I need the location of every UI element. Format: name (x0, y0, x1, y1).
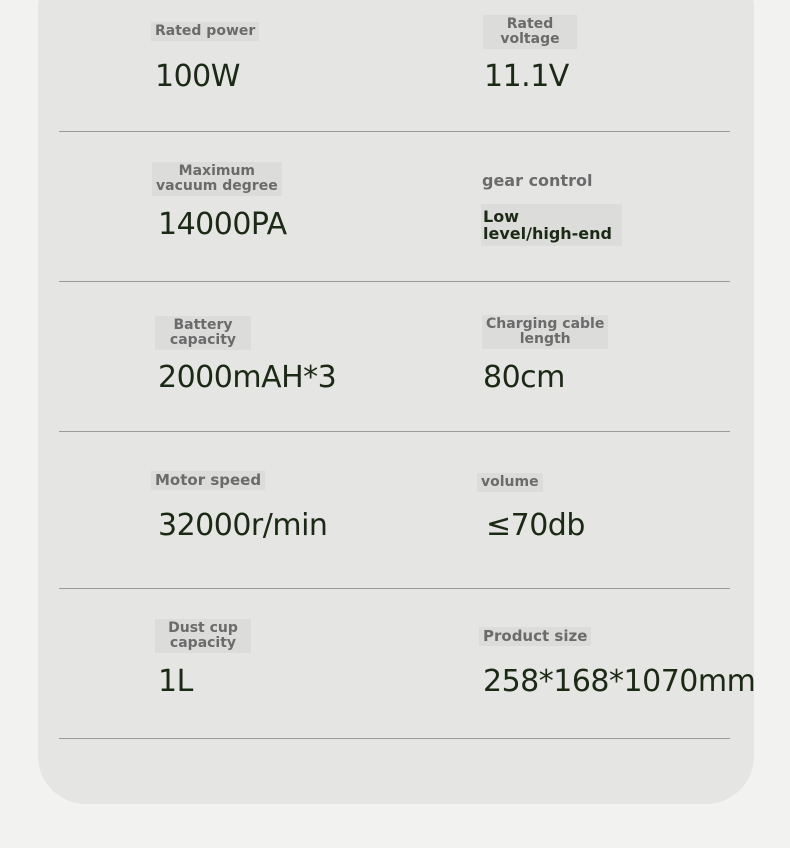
spec-value-max-vacuum: 14000PA (158, 207, 287, 242)
spec-label-rated-voltage: Rated voltage (483, 15, 577, 49)
spec-label-motor-speed: Motor speed (151, 471, 265, 490)
spec-value-battery-capacity: 2000mAH*3 (158, 360, 337, 395)
spec-value-gear-control: Low level/high-end (481, 204, 622, 246)
spec-label-cable-length: Charging cable length (482, 315, 608, 349)
row-divider (59, 738, 730, 739)
row-divider (59, 588, 730, 589)
spec-label-gear-control: gear control (482, 171, 593, 190)
spec-value-product-size: 258*168*1070mm (483, 664, 756, 699)
spec-label-battery-capacity: Battery capacity (155, 316, 251, 350)
row-divider (59, 281, 730, 282)
spec-value-rated-voltage: 11.1V (484, 59, 569, 94)
spec-label-rated-power: Rated power (151, 22, 259, 41)
row-divider (59, 131, 730, 132)
spec-value-volume: ≤70db (486, 508, 585, 543)
spec-value-motor-speed: 32000r/min (158, 508, 328, 543)
spec-label-product-size: Product size (479, 627, 591, 646)
spec-label-volume: volume (477, 473, 543, 492)
row-divider (59, 431, 730, 432)
spec-value-rated-power: 100W (155, 59, 240, 94)
spec-label-max-vacuum: Maximum vacuum degree (152, 162, 282, 196)
spec-value-cable-length: 80cm (483, 360, 565, 395)
spec-value-dust-cup: 1L (158, 664, 193, 699)
spec-label-dust-cup: Dust cup capacity (155, 619, 251, 653)
